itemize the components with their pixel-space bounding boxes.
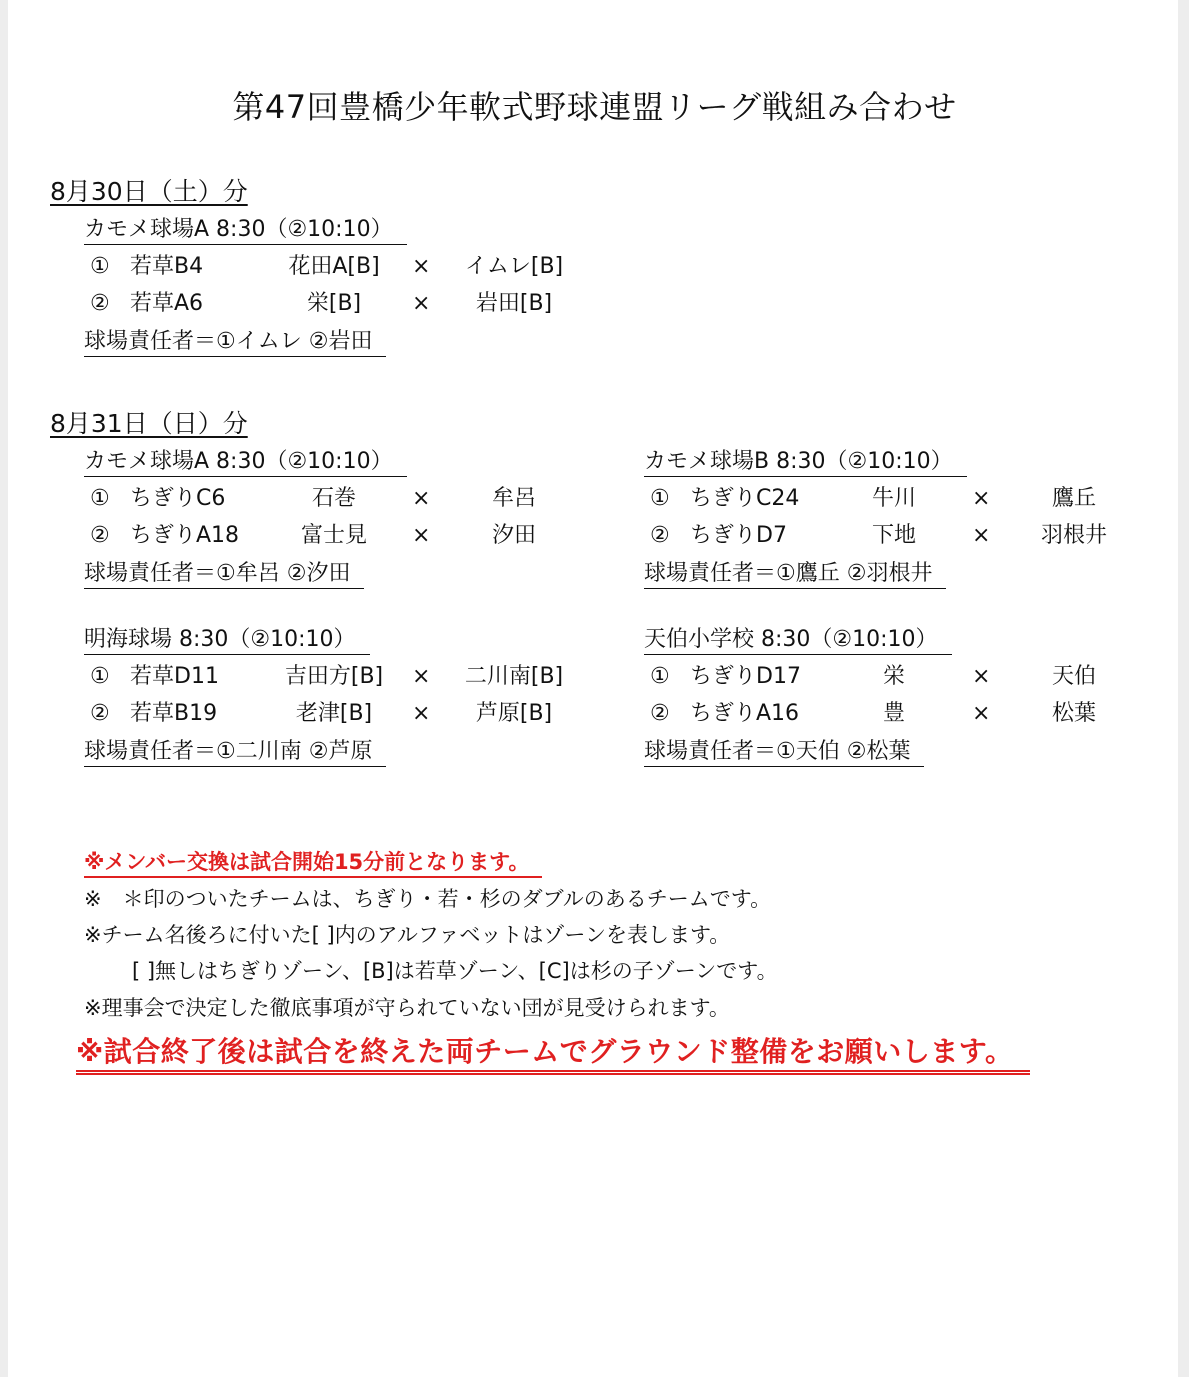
game-id: ちぎりC24 [690,486,800,511]
game-number: ① [90,254,110,279]
game-id: 若草A6 [130,291,204,316]
venue-title: カモメ球場B 8:30（②10:10） [644,448,967,477]
venue-title: 天伯小学校 8:30（②10:10） [644,626,952,655]
game-row [644,521,1144,551]
game-number: ② [90,523,110,548]
away-team: 松葉 [1051,701,1096,726]
field-responsible: 球場責任者＝①イムレ ②岩田 [84,328,386,357]
versus-mark: × [412,664,431,689]
note-rules: ※理事会で決定した徹底事項が守られていない団が見受けられます。 [84,996,730,1020]
field-responsible: 球場責任者＝①二川南 ②芦原 [84,738,386,767]
game-id: ちぎりD17 [690,664,801,689]
home-team: 豊 [882,701,905,726]
versus-mark: × [412,291,431,316]
note-ground-maintenance: ※試合終了後は試合を終えた両チームでグラウンド整備をお願いします。 [76,1034,1030,1072]
versus-mark: × [412,486,431,511]
away-team: 芦原[B] [475,701,553,726]
game-row [84,699,584,729]
game-row [644,699,1144,729]
document-title: 第47回豊橋少年軟式野球連盟リーグ戦組み合わせ [232,88,957,126]
venue-title: カモメ球場A 8:30（②10:10） [84,448,407,477]
note-double-mark: ※ ＊印のついたチームは、ちぎり・若・杉のダブルのあるチームです。 [84,887,772,911]
versus-mark: × [412,523,431,548]
game-number: ② [90,701,110,726]
game-number: ① [90,664,110,689]
game-row [84,252,584,282]
home-team: 石巻 [311,486,356,511]
home-team: 吉田方[B] [284,664,384,689]
away-team: 天伯 [1051,664,1096,689]
venue-title: カモメ球場A 8:30（②10:10） [84,216,407,245]
versus-mark: × [972,523,991,548]
game-number: ① [90,486,110,511]
game-id: ちぎりA16 [690,701,800,726]
date-heading-aug30: 8月30日（土）分 [50,177,248,206]
game-row [84,289,584,319]
game-row [84,484,584,514]
note-zone-detail: [ ]無しはちぎりゾーン、[B]は若草ゾーン、[C]は杉の子ゾーンです。 [132,959,778,983]
game-number: ② [650,701,670,726]
game-id: 若草D11 [130,664,219,689]
game-id: ちぎりA18 [130,523,240,548]
game-number: ② [90,291,110,316]
away-team: イムレ[B] [464,254,564,279]
game-row [644,484,1144,514]
versus-mark: × [412,254,431,279]
home-team: 下地 [871,523,916,548]
game-id: ちぎりD7 [690,523,787,548]
versus-mark: × [972,701,991,726]
away-team: 二川南[B] [464,664,564,689]
game-row [644,662,1144,692]
home-team: 栄[B] [306,291,362,316]
game-number: ① [650,664,670,689]
game-id: 若草B19 [130,701,218,726]
home-team: 老津[B] [295,701,373,726]
versus-mark: × [412,701,431,726]
versus-mark: × [972,664,991,689]
game-id: 若草B4 [130,254,204,279]
date-heading-aug31: 8月31日（日）分 [50,409,248,438]
home-team: 富士見 [300,523,367,548]
game-id: ちぎりC6 [130,486,226,511]
field-responsible: 球場責任者＝①牟呂 ②汐田 [84,560,364,589]
game-row [84,662,584,692]
away-team: 岩田[B] [475,291,553,316]
away-team: 汐田 [491,523,536,548]
game-row [84,521,584,551]
game-number: ① [650,486,670,511]
home-team: 栄 [882,664,905,689]
away-team: 牟呂 [491,486,536,511]
away-team: 鷹丘 [1051,486,1096,511]
venue-title: 明海球場 8:30（②10:10） [84,626,370,655]
note-zone-explanation: ※チーム名後ろに付いた[ ]内のアルファベットはゾーンを表します。 [84,923,731,947]
field-responsible: 球場責任者＝①天伯 ②松葉 [644,738,924,767]
note-member-exchange: ※メンバー交換は試合開始15分前となります。 [84,848,542,878]
home-team: 花田A[B] [288,254,380,279]
field-responsible: 球場責任者＝①鷹丘 ②羽根井 [644,560,946,589]
versus-mark: × [972,486,991,511]
away-team: 羽根井 [1040,523,1107,548]
home-team: 牛川 [871,486,916,511]
game-number: ② [650,523,670,548]
